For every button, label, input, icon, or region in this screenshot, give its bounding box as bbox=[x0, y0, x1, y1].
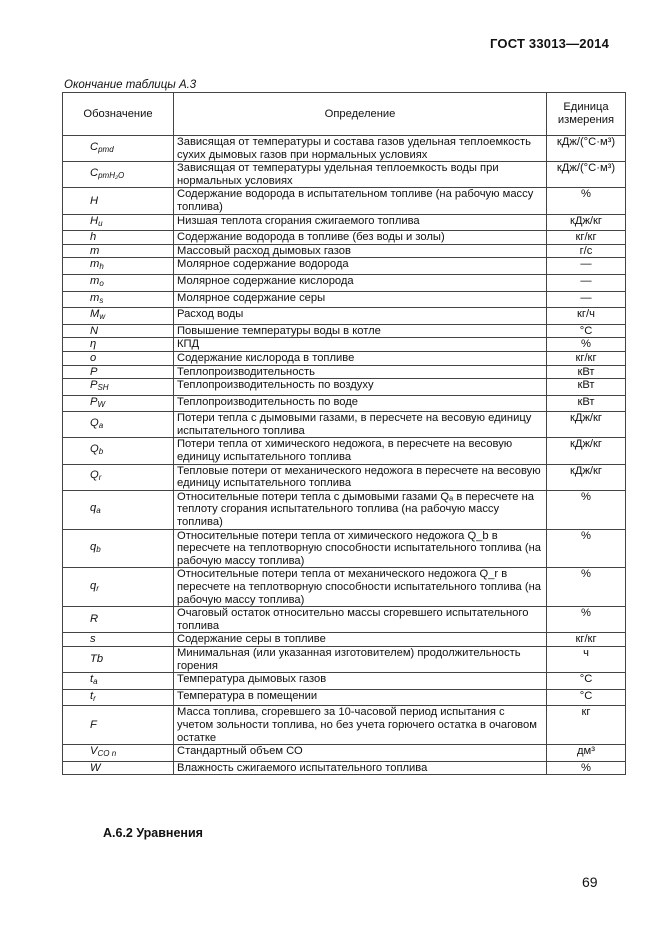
symbol-subscript: w bbox=[99, 312, 106, 322]
symbol-text: H bbox=[90, 214, 99, 227]
symbol-cell bbox=[63, 308, 174, 325]
symbol-text: q bbox=[90, 501, 97, 514]
unit-cell: — bbox=[547, 291, 626, 308]
unit-cell: °С bbox=[547, 673, 626, 690]
unit-cell: кг/кг bbox=[547, 231, 626, 245]
unit-cell: % bbox=[547, 338, 626, 352]
symbol-subscript: W bbox=[97, 399, 106, 409]
definition-cell: Содержание серы в топливе bbox=[174, 633, 547, 647]
table-row bbox=[63, 568, 626, 607]
table-row bbox=[63, 351, 626, 365]
table-row bbox=[63, 761, 626, 775]
symbol-subscript: r bbox=[93, 693, 96, 703]
symbol-cell bbox=[63, 188, 174, 214]
definition-cell: Масса топлива, сгоревшего за 10-часовой период испытания с учетом зольности топлива, но без учета горючего остатка в очаговом остатке bbox=[174, 706, 547, 745]
unit-cell: кВт bbox=[547, 379, 626, 396]
symbol-cell bbox=[63, 412, 174, 438]
symbol-text: V bbox=[90, 745, 98, 758]
symbol-cell bbox=[63, 673, 174, 690]
symbol-cell bbox=[63, 136, 174, 162]
definition-cell: КПД bbox=[174, 338, 547, 352]
column-header-definition: Определение bbox=[174, 93, 547, 136]
unit-cell: дм³ bbox=[547, 745, 626, 762]
unit-cell: °С bbox=[547, 324, 626, 338]
table-row bbox=[63, 365, 626, 379]
table-row bbox=[63, 633, 626, 647]
symbol-subscript: s bbox=[99, 295, 104, 305]
symbol-subscript: o bbox=[99, 278, 104, 288]
unit-cell: кДж/кг bbox=[547, 438, 626, 464]
symbol-cell bbox=[63, 395, 174, 412]
table-row bbox=[63, 706, 626, 745]
symbol-cell bbox=[63, 607, 174, 633]
definition-cell: Зависящая от температуры удельная теплоемкость воды при нормальных условиях bbox=[174, 162, 547, 188]
symbol-text: q bbox=[90, 540, 97, 553]
unit-cell: % bbox=[547, 761, 626, 775]
definition-cell: Влажность сжигаемого испытательного топлива bbox=[174, 761, 547, 775]
definition-cell: Содержание водорода в топливе (без воды и золы) bbox=[174, 231, 547, 245]
unit-cell: % bbox=[547, 188, 626, 214]
table-row bbox=[63, 745, 626, 762]
symbol-text: H bbox=[90, 194, 99, 207]
definition-cell: Содержание водорода в испытательном топливе (на рабочую массу топлива) bbox=[174, 188, 547, 214]
symbol-cell bbox=[63, 438, 174, 464]
unit-cell: кг bbox=[547, 706, 626, 745]
definition-cell: Относительные потери тепла с дымовыми газами Qₐ в пересчете на теплоту сгорания испытательного топлива (на рабочую массу топлива) bbox=[174, 490, 547, 529]
symbol-text: W bbox=[90, 761, 101, 774]
symbol-cell bbox=[63, 761, 174, 775]
definition-cell: Минимальная (или указанная изготовителем) продолжительность горения bbox=[174, 646, 547, 672]
symbol-text: P bbox=[90, 379, 98, 392]
symbol-cell bbox=[63, 214, 174, 231]
symbol-text: t bbox=[90, 673, 94, 686]
unit-cell: кВт bbox=[547, 365, 626, 379]
symbol-cell bbox=[63, 689, 174, 706]
symbol-text: m bbox=[90, 274, 100, 287]
symbol-cell bbox=[63, 258, 174, 275]
symbol-cell bbox=[63, 324, 174, 338]
symbol-text: m bbox=[90, 258, 100, 271]
symbol-cell bbox=[63, 568, 174, 607]
table-row bbox=[63, 529, 626, 568]
symbol-text: C bbox=[90, 140, 99, 153]
column-header-symbol: Обозначение bbox=[63, 93, 174, 136]
symbol-subscript: a bbox=[93, 677, 98, 687]
table-row bbox=[63, 379, 626, 396]
symbol-cell bbox=[63, 379, 174, 396]
definition-cell: Температура дымовых газов bbox=[174, 673, 547, 690]
symbol-text: s bbox=[90, 633, 96, 646]
definition-cell: Относительные потери тепла от химического недожога Q_b в пересчете на теплотворную способности испытательного топлива (на рабочую массу топлива) bbox=[174, 529, 547, 568]
symbol-subscript: r bbox=[98, 473, 102, 483]
table-row bbox=[63, 689, 626, 706]
column-header-unit: Единица измерения bbox=[547, 93, 626, 136]
symbol-subscript: CO n bbox=[97, 749, 117, 759]
symbol-text: m bbox=[90, 244, 100, 257]
table-header-row bbox=[63, 93, 626, 136]
symbol-cell bbox=[63, 231, 174, 245]
unit-cell: кДж/(°С·м³) bbox=[547, 162, 626, 188]
symbol-text: Q bbox=[90, 469, 99, 482]
definition-cell: Тепловые потери от механического недожога в пересчете на весовую единицу испытательного топлива bbox=[174, 464, 547, 490]
definition-cell: Теплопроизводительность по воде bbox=[174, 395, 547, 412]
unit-cell: % bbox=[547, 490, 626, 529]
symbol-cell bbox=[63, 274, 174, 291]
table-row bbox=[63, 188, 626, 214]
symbol-subscript: b bbox=[96, 544, 101, 554]
symbol-text: Tb bbox=[90, 653, 104, 666]
document-id: ГОСТ 33013—2014 bbox=[490, 36, 609, 51]
symbol-cell bbox=[63, 529, 174, 568]
unit-cell: кДж/кг bbox=[547, 412, 626, 438]
table-row bbox=[63, 231, 626, 245]
unit-cell: кг/ч bbox=[547, 308, 626, 325]
definition-cell: Повышение температуры воды в котле bbox=[174, 324, 547, 338]
table-row bbox=[63, 490, 626, 529]
symbol-text: t bbox=[90, 689, 94, 702]
unit-cell: % bbox=[547, 568, 626, 607]
symbol-text: q bbox=[90, 579, 97, 592]
symbol-text: N bbox=[90, 324, 99, 337]
table-caption: Окончание таблицы А.3 bbox=[64, 79, 197, 91]
symbol-cell bbox=[63, 633, 174, 647]
definition-cell: Стандартный объем СО bbox=[174, 745, 547, 762]
table-row bbox=[63, 136, 626, 162]
table-row bbox=[63, 291, 626, 308]
symbol-text: M bbox=[90, 308, 100, 321]
symbol-subscript: a bbox=[96, 505, 101, 515]
table-row bbox=[63, 412, 626, 438]
symbol-text: o bbox=[90, 351, 97, 364]
symbol-text: m bbox=[90, 291, 100, 304]
symbol-subscript: h bbox=[99, 262, 104, 272]
definition-cell: Теплопроизводительность bbox=[174, 365, 547, 379]
unit-cell: кг/кг bbox=[547, 633, 626, 647]
unit-cell: — bbox=[547, 258, 626, 275]
unit-cell: кДж/кг bbox=[547, 464, 626, 490]
definition-cell: Содержание кислорода в топливе bbox=[174, 351, 547, 365]
table-row bbox=[63, 274, 626, 291]
definition-cell: Теплопроизводительность по воздуху bbox=[174, 379, 547, 396]
table-row bbox=[63, 308, 626, 325]
symbol-cell bbox=[63, 706, 174, 745]
definition-cell: Относительные потери тепла от механического недожога Q_r в пересчете на теплотворную способности испытательного топлива (на рабочую массу топлива) bbox=[174, 568, 547, 607]
symbol-cell bbox=[63, 244, 174, 258]
symbol-text: F bbox=[90, 718, 97, 731]
definition-cell: Очаговый остаток относительно массы сгоревшего испытательного топлива bbox=[174, 607, 547, 633]
unit-cell: г/с bbox=[547, 244, 626, 258]
symbol-text: C bbox=[90, 166, 99, 179]
symbol-subscript: a bbox=[98, 421, 104, 431]
symbol-cell bbox=[63, 338, 174, 352]
table-row bbox=[63, 673, 626, 690]
symbols-table bbox=[62, 92, 626, 775]
symbol-subscript: pmd bbox=[98, 144, 114, 154]
table-row bbox=[63, 607, 626, 633]
table-row bbox=[63, 438, 626, 464]
unit-cell: °С bbox=[547, 689, 626, 706]
table-row bbox=[63, 395, 626, 412]
definition-cell: Молярное содержание серы bbox=[174, 291, 547, 308]
table-row bbox=[63, 214, 626, 231]
definition-cell: Температура в помещении bbox=[174, 689, 547, 706]
symbol-cell bbox=[63, 162, 174, 188]
unit-cell: ч bbox=[547, 646, 626, 672]
table-row bbox=[63, 646, 626, 672]
table-row bbox=[63, 338, 626, 352]
definition-cell: Молярное содержание кислорода bbox=[174, 274, 547, 291]
definition-cell: Зависящая от температуры и состава газов удельная теплоемкость сухих дымовых газов при нормальных условиях bbox=[174, 136, 547, 162]
symbol-text: η bbox=[90, 338, 97, 351]
table-row bbox=[63, 162, 626, 188]
definition-cell: Потери тепла от химического недожога, в пересчете на весовую единицу испытательного топлива bbox=[174, 438, 547, 464]
page-number: 69 bbox=[582, 874, 598, 890]
definition-cell: Потери тепла с дымовыми газами, в пересчете на весовую единицу испытательного топлива bbox=[174, 412, 547, 438]
unit-cell: % bbox=[547, 607, 626, 633]
symbol-text: P bbox=[90, 365, 98, 378]
symbol-subscript: SH bbox=[97, 383, 109, 393]
unit-cell: кВт bbox=[547, 395, 626, 412]
symbol-cell bbox=[63, 291, 174, 308]
unit-cell: — bbox=[547, 274, 626, 291]
table-row bbox=[63, 324, 626, 338]
unit-cell: кг/кг bbox=[547, 351, 626, 365]
table-row bbox=[63, 244, 626, 258]
definition-cell: Массовый расход дымовых газов bbox=[174, 244, 547, 258]
symbol-subscript: u bbox=[98, 218, 103, 228]
symbol-cell bbox=[63, 745, 174, 762]
symbol-cell bbox=[63, 646, 174, 672]
symbol-subscript: r bbox=[96, 583, 99, 593]
symbol-cell bbox=[63, 464, 174, 490]
definition-cell: Расход воды bbox=[174, 308, 547, 325]
symbol-text: Q bbox=[90, 443, 99, 456]
table-row bbox=[63, 258, 626, 275]
symbol-text: P bbox=[90, 395, 98, 408]
symbol-text: Q bbox=[90, 417, 99, 430]
table-body bbox=[63, 136, 626, 775]
definition-cell: Молярное содержание водорода bbox=[174, 258, 547, 275]
symbol-text: R bbox=[90, 613, 99, 626]
symbol-cell bbox=[63, 365, 174, 379]
symbol-cell bbox=[63, 490, 174, 529]
unit-cell: кДж/(°С·м³) bbox=[547, 136, 626, 162]
section-heading: А.6.2 Уравнения bbox=[103, 826, 203, 840]
symbol-subscript: pmH₂O bbox=[98, 170, 125, 180]
unit-cell: кДж/кг bbox=[547, 214, 626, 231]
symbol-cell bbox=[63, 351, 174, 365]
symbol-text: h bbox=[90, 231, 97, 244]
symbol-subscript: b bbox=[98, 447, 104, 457]
unit-cell: % bbox=[547, 529, 626, 568]
table-row bbox=[63, 464, 626, 490]
definition-cell: Низшая теплота сгорания сжигаемого топлива bbox=[174, 214, 547, 231]
